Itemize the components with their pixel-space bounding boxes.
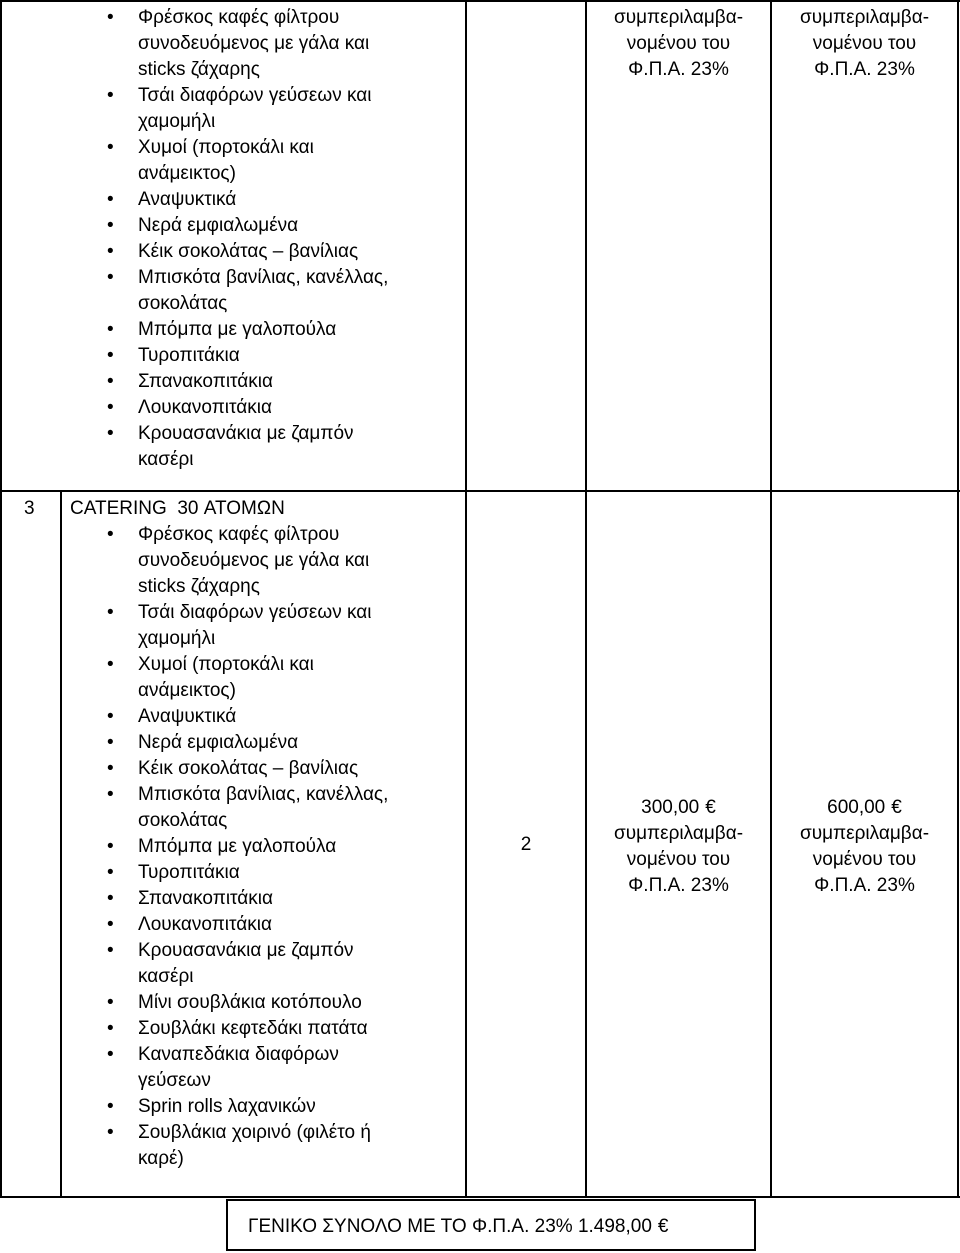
vat-note-line: Φ.Π.Α. 23%: [814, 59, 915, 80]
list-item: συνοδευόμενος με γάλα και: [138, 33, 370, 54]
list-item: σοκολάτας: [138, 293, 228, 314]
grand-total-label: ΓΕΝΙΚΟ ΣΥΝΟΛΟ ΜΕ ΤΟ Φ.Π.Α. 23% 1.498,00: [248, 1216, 652, 1237]
unit-price-value: 300,00: [641, 797, 700, 818]
euro-icon: €: [657, 1216, 669, 1237]
top-row-item-list: [100, 5, 460, 473]
vat-note-line: συμπεριλαμβα-: [799, 7, 930, 28]
list-item: • Αναψυκτικά: [100, 704, 460, 730]
list-item: • Τυροπιτάκια: [100, 860, 460, 886]
catering-quantity: [467, 832, 585, 858]
list-item: καρέ): [138, 1148, 184, 1169]
list-item: • Νερά εμφιαλωμένα: [100, 213, 460, 239]
list-item: • Φρέσκος καφές φίλτρου: [100, 5, 460, 31]
list-item: • Νερά εμφιαλωμένα: [100, 730, 460, 756]
column-divider-unit-price: [770, 0, 772, 1198]
vat-note-line: νομένου του: [812, 33, 917, 54]
list-item: • Λουκανοπιτάκια: [100, 912, 460, 938]
total-price-value: 600,00: [827, 797, 886, 818]
list-item: • Κέικ σοκολάτας – βανίλιας: [100, 756, 460, 782]
list-item: sticks ζάχαρης: [138, 59, 260, 80]
list-item: • Μίνι σουβλάκια κοτόπουλο: [100, 990, 460, 1016]
list-item: χαμομήλι: [138, 111, 216, 132]
column-divider-description: [465, 0, 467, 1198]
euro-icon: €: [891, 797, 902, 818]
list-item: • Σουβλάκι κεφτεδάκι πατάτα: [100, 1016, 460, 1042]
row-number: 3: [24, 498, 35, 519]
euro-icon: €: [705, 797, 716, 818]
list-item: • Κρουασανάκια με ζαμπόν: [100, 938, 460, 964]
list-item: γεύσεων: [138, 1070, 211, 1091]
row-divider: [0, 490, 960, 492]
quantity-value: 2: [520, 834, 532, 855]
list-item: • Κρουασανάκια με ζαμπόν: [100, 421, 460, 447]
list-item: συνοδευόμενος με γάλα και: [138, 550, 370, 571]
list-item: • Αναψυκτικά: [100, 187, 460, 213]
table-border-bottom: [0, 1196, 960, 1198]
grand-total: [248, 1214, 668, 1240]
list-item: • Sprin rolls λαχανικών: [100, 1094, 460, 1120]
top-row-total-price: [772, 5, 957, 83]
catering-total-price: [772, 795, 957, 899]
column-divider-number: [60, 492, 62, 1196]
list-item: • Μπισκότα βανίλιας, κανέλλας,: [100, 265, 460, 291]
list-item: • Τσάι διαφόρων γεύσεων και: [100, 83, 460, 109]
table-border-right: [957, 0, 959, 1198]
list-item: • Σουβλάκια χοιρινό (φιλέτο ή: [100, 1120, 460, 1146]
vat-note-line: νομένου του: [626, 33, 731, 54]
list-item: • Λουκανοπιτάκια: [100, 395, 460, 421]
list-item: κασέρι: [138, 966, 194, 987]
list-item: • Κέικ σοκολάτας – βανίλιας: [100, 239, 460, 265]
list-item: • Φρέσκος καφές φίλτρου: [100, 522, 460, 548]
catering-unit-price: [587, 795, 770, 899]
list-item: σοκολάτας: [138, 810, 228, 831]
list-item: • Τσάι διαφόρων γεύσεων και: [100, 600, 460, 626]
list-item: ανάμεικτος): [138, 680, 236, 701]
list-item: ανάμεικτος): [138, 163, 236, 184]
list-item: • Σπανακοπιτάκια: [100, 886, 460, 912]
vat-note-line: Φ.Π.Α. 23%: [628, 59, 729, 80]
vat-note-line: συμπεριλαμβα-: [799, 823, 930, 844]
list-item: • Μπόμπα με γαλοπούλα: [100, 834, 460, 860]
list-item: • Μπισκότα βανίλιας, κανέλλας,: [100, 782, 460, 808]
list-item: • Χυμοί (πορτοκάλι και: [100, 135, 460, 161]
grand-total-box: [226, 1199, 756, 1251]
list-item: • Μπόμπα με γαλοπούλα: [100, 317, 460, 343]
catering-item-list: [100, 522, 460, 1172]
vat-note-line: συμπεριλαμβα-: [613, 823, 744, 844]
column-divider-quantity: [585, 0, 587, 1198]
vat-note-line: νομένου του: [626, 849, 731, 870]
list-item: • Τυροπιτάκια: [100, 343, 460, 369]
top-row-unit-price: [587, 5, 770, 83]
list-item: • Χυμοί (πορτοκάλι και: [100, 652, 460, 678]
list-item: • Σπανακοπιτάκια: [100, 369, 460, 395]
table-border-top: [0, 0, 960, 2]
vat-note-line: νομένου του: [812, 849, 917, 870]
list-item: χαμομήλι: [138, 628, 216, 649]
row-title: CATERING 30 ΑΤΟΜΩΝ: [70, 498, 285, 519]
list-item: κασέρι: [138, 449, 194, 470]
vat-note-line: Φ.Π.Α. 23%: [628, 875, 729, 896]
top-row-description: [100, 5, 460, 473]
vat-note-line: συμπεριλαμβα-: [613, 7, 744, 28]
list-item: sticks ζάχαρης: [138, 576, 260, 597]
list-item: • Καναπεδάκια διαφόρων: [100, 1042, 460, 1068]
table-border-left: [0, 0, 2, 1198]
catering-row-description: [100, 522, 460, 1172]
vat-note-line: Φ.Π.Α. 23%: [814, 875, 915, 896]
